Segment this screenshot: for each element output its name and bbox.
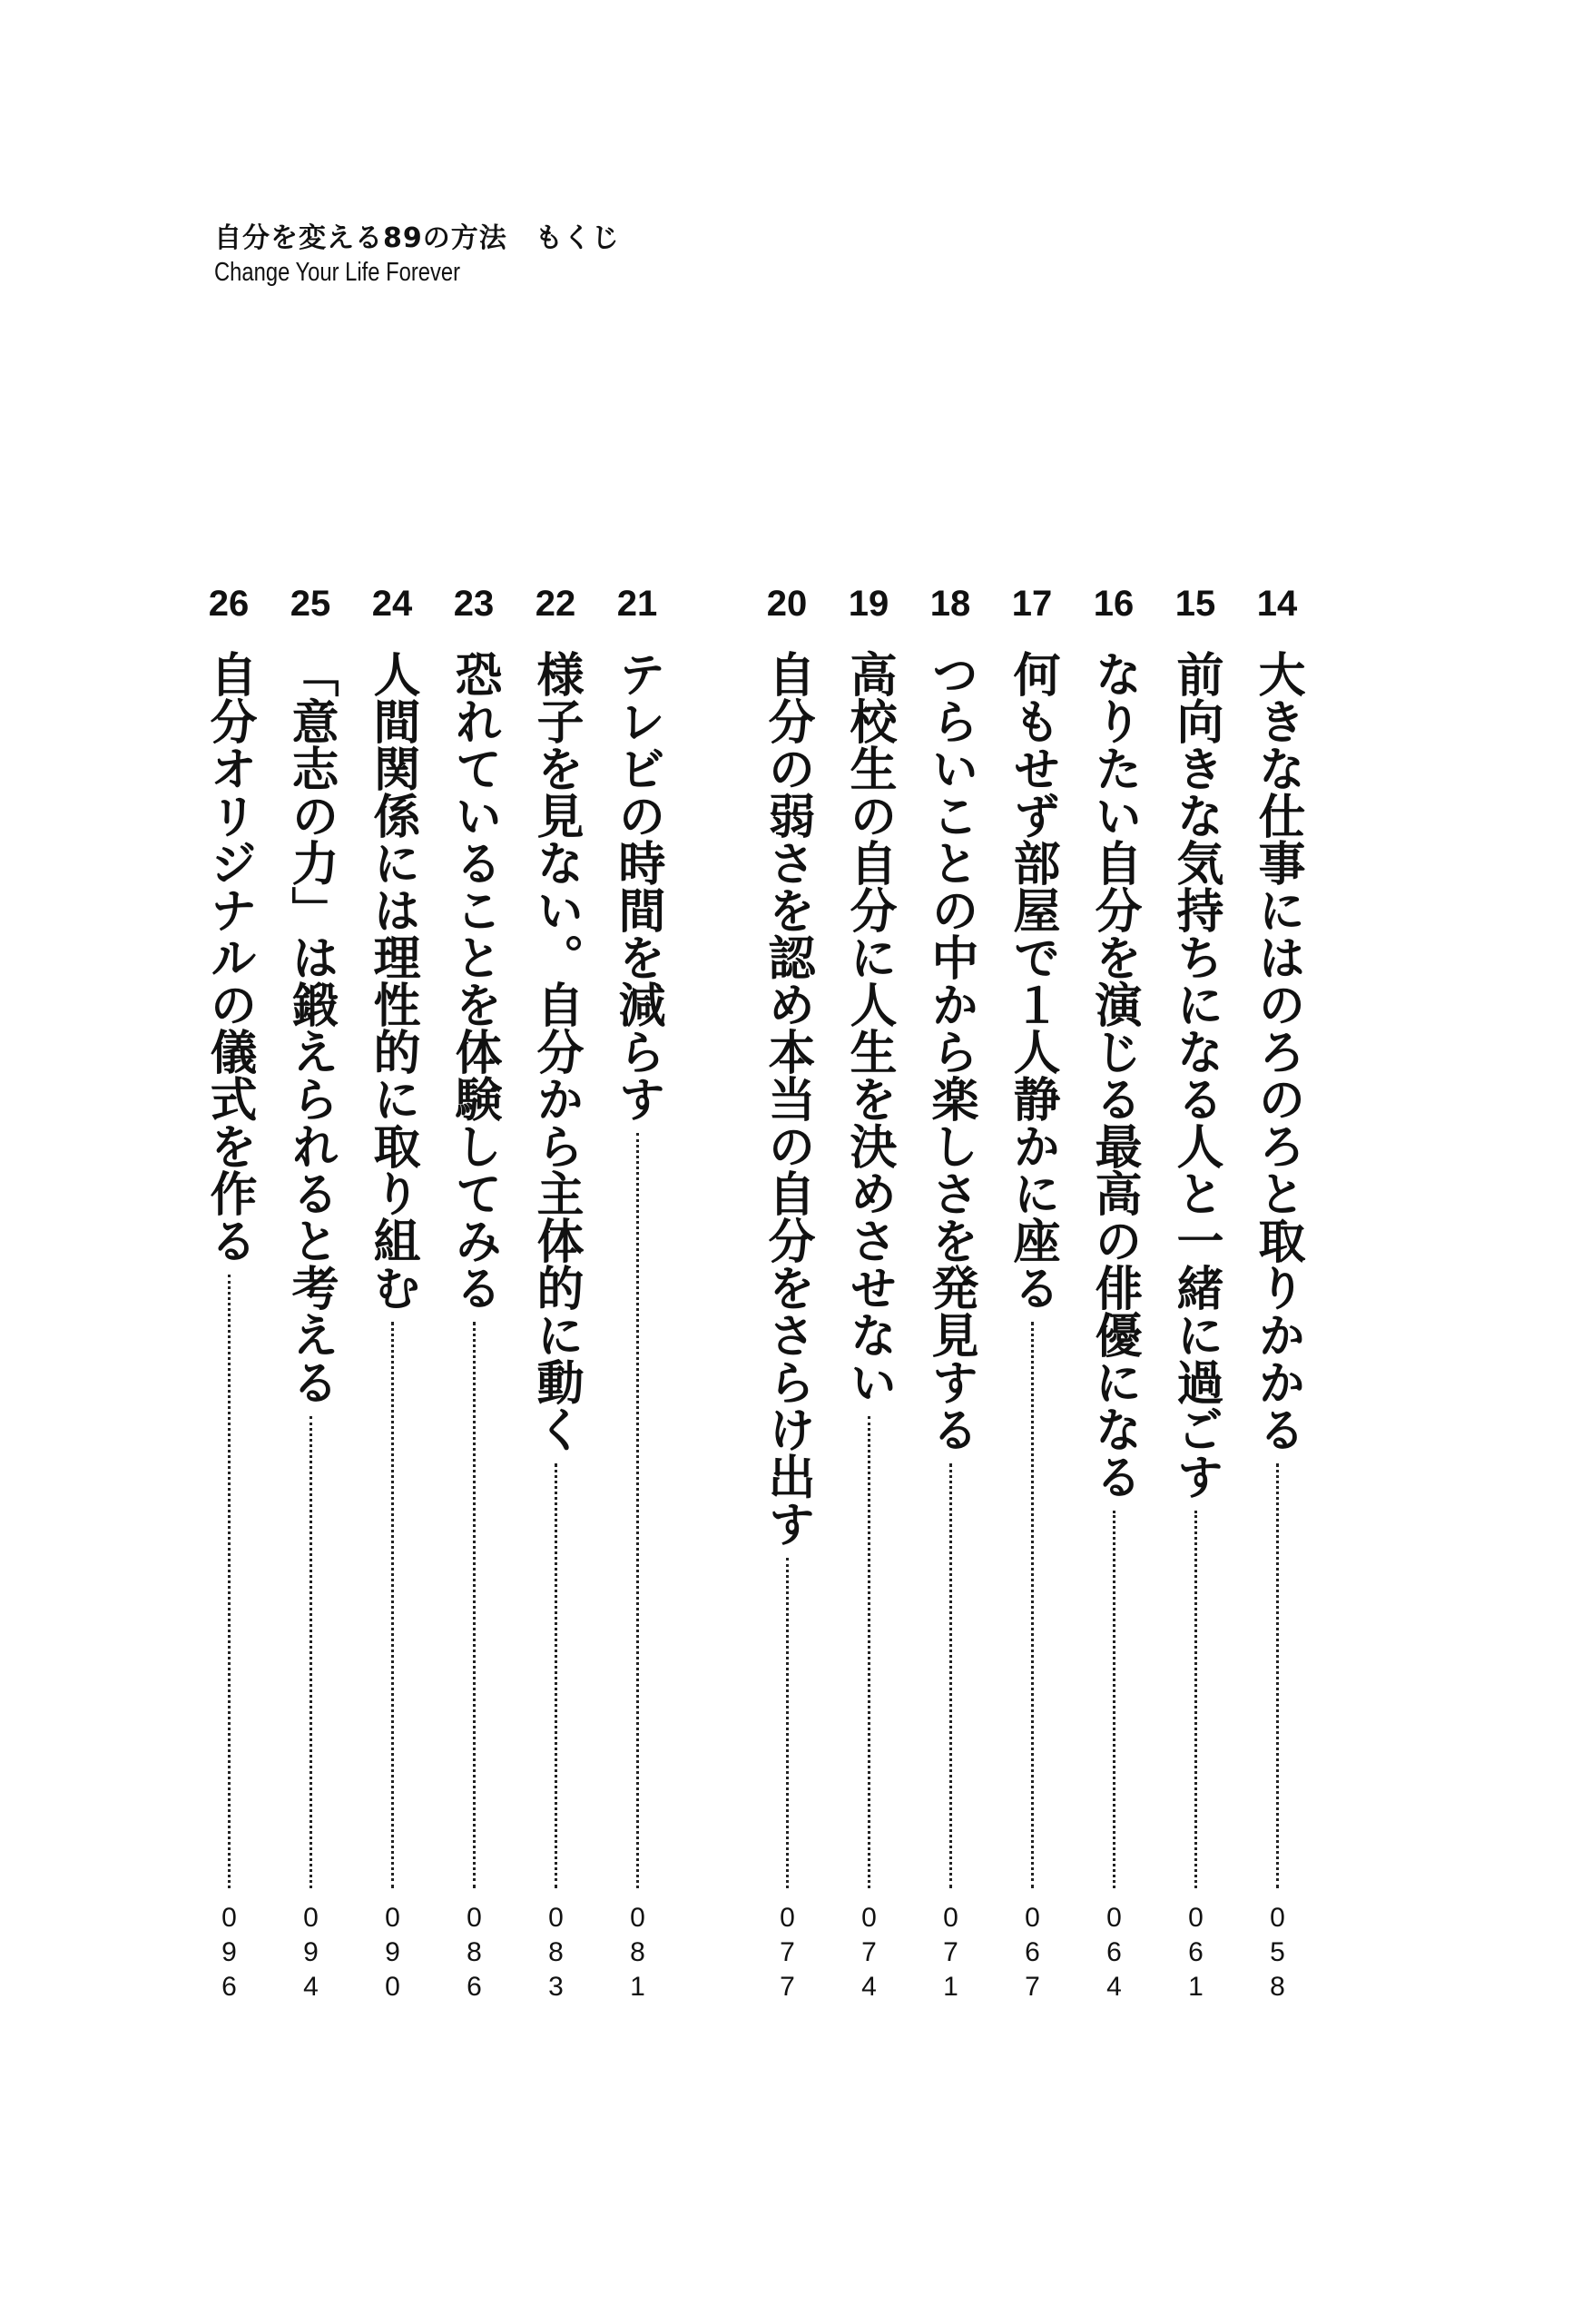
- toc-entry[interactable]: [999, 581, 1065, 2034]
- chapter-title: 「意志の力」は鍛えられると考える: [283, 650, 338, 1405]
- page-number: 064: [1099, 1903, 1129, 2006]
- chapter-title: なりたい自分を演じる最高の俳優になる: [1086, 650, 1141, 1500]
- chapter-number: 18: [929, 584, 971, 624]
- chapter-title: 何もせず部屋で１人静かに座る: [1005, 650, 1059, 1311]
- page-number: 081: [623, 1903, 653, 2006]
- page-number: 086: [459, 1903, 489, 2006]
- chapter-title: 大きな仕事にはのろのろと取りかかる: [1250, 650, 1304, 1452]
- toc-entry[interactable]: [359, 581, 425, 2034]
- dot-leader: [1031, 1322, 1034, 1888]
- page-number: 074: [854, 1903, 884, 2006]
- chapter-number: 24: [371, 584, 413, 624]
- chapter-title: 前向きな気持ちになる人と一緒に過ごす: [1168, 650, 1223, 1500]
- dot-leader: [1276, 1463, 1279, 1888]
- toc-title: 自分を変える89の方法 もくじ: [214, 222, 620, 254]
- dot-leader: [391, 1322, 394, 1888]
- toc-entry[interactable]: [1244, 581, 1310, 2034]
- toc-entry[interactable]: [196, 581, 261, 2034]
- chapter-number: 21: [616, 584, 658, 624]
- page-number: 096: [214, 1903, 244, 2006]
- dot-leader: [868, 1416, 870, 1888]
- chapter-title: つらいことの中から楽しさを発見する: [923, 650, 978, 1452]
- page-number: 067: [1017, 1903, 1047, 2006]
- dot-leader: [786, 1558, 789, 1888]
- chapter-number: 15: [1174, 584, 1216, 624]
- dot-leader: [228, 1275, 231, 1888]
- chapter-number: 22: [535, 584, 576, 624]
- chapter-number: 16: [1093, 584, 1135, 624]
- chapter-number: 14: [1256, 584, 1298, 624]
- toc-entry[interactable]: [441, 581, 506, 2034]
- page-number: 071: [936, 1903, 966, 2006]
- toc-entry[interactable]: [523, 581, 588, 2034]
- page-number: 094: [296, 1903, 326, 2006]
- dot-leader: [555, 1463, 557, 1888]
- chapter-title: 様子を見ない。自分から主体的に動く: [528, 650, 583, 1452]
- chapter-title: 自分オリジナルの儀式を作る: [201, 650, 256, 1264]
- toc-entry[interactable]: [1081, 581, 1146, 2034]
- dot-leader: [949, 1463, 952, 1888]
- dot-leader: [1194, 1511, 1197, 1888]
- chapter-title: 人間関係には理性的に取り組む: [365, 650, 419, 1311]
- page-number: 083: [541, 1903, 571, 2006]
- chapter-number: 17: [1011, 584, 1053, 624]
- dot-leader: [310, 1416, 312, 1888]
- chapter-number: 19: [848, 584, 889, 624]
- dot-leader: [1113, 1511, 1115, 1888]
- chapter-title: テレビの時間を減らす: [610, 650, 664, 1122]
- chapter-number: 23: [453, 584, 495, 624]
- chapter-title: 高校生の自分に人生を決めさせない: [841, 650, 896, 1405]
- page-number: 090: [378, 1903, 408, 2006]
- page-number: 058: [1263, 1903, 1292, 2006]
- toc-entry[interactable]: [836, 581, 901, 2034]
- dot-leader: [473, 1322, 476, 1888]
- toc-entry[interactable]: [754, 581, 820, 2034]
- toc-entry[interactable]: [918, 581, 983, 2034]
- toc-entry[interactable]: [278, 581, 343, 2034]
- chapter-number: 26: [208, 584, 250, 624]
- toc-entry[interactable]: [604, 581, 670, 2034]
- toc-subtitle: Change Your Life Forever: [214, 258, 461, 287]
- chapter-title: 自分の弱さを認め本当の自分をさらけ出す: [760, 650, 814, 1547]
- chapter-number: 25: [290, 584, 331, 624]
- chapter-title: 恐れていることを体験してみる: [447, 650, 501, 1311]
- page-number: 077: [772, 1903, 802, 2006]
- toc-entry[interactable]: [1163, 581, 1228, 2034]
- chapter-number: 20: [766, 584, 808, 624]
- dot-leader: [636, 1133, 639, 1888]
- page-number: 061: [1181, 1903, 1211, 2006]
